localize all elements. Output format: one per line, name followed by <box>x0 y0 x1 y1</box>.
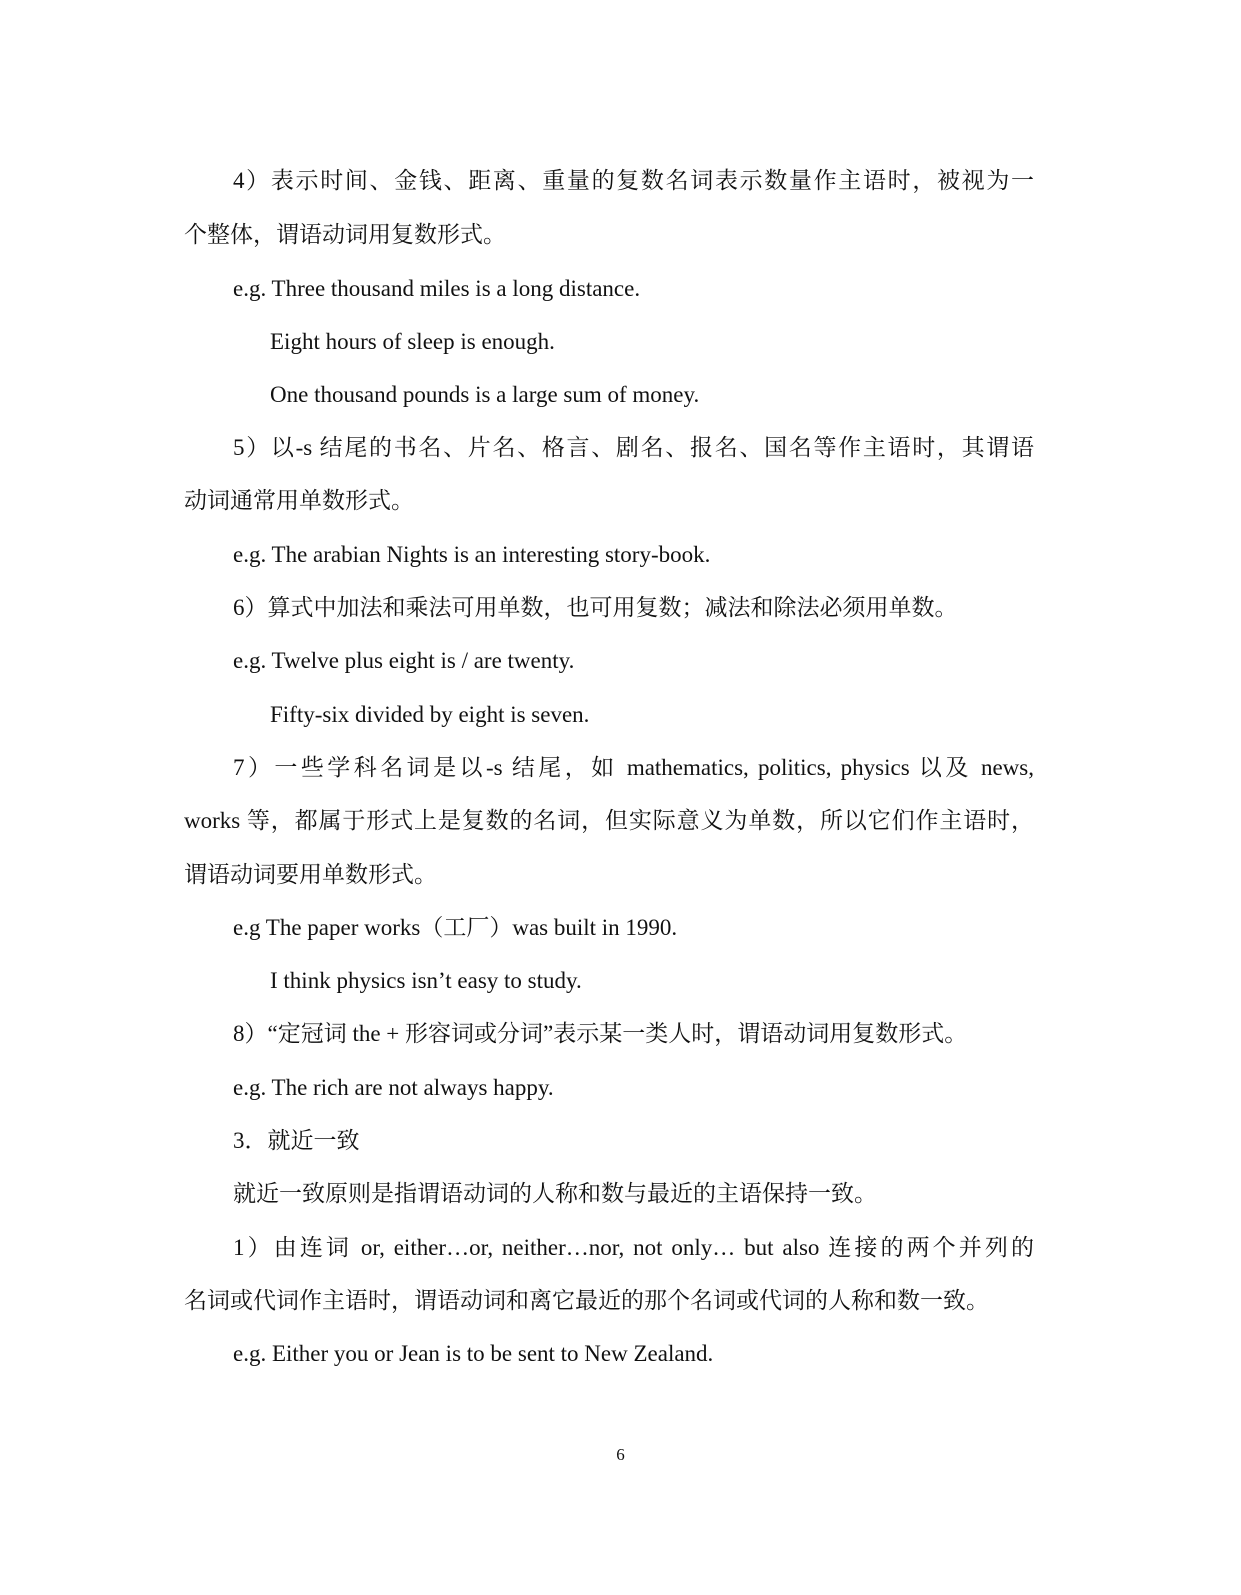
section-intro: 就近一致原则是指谓语动词的人称和数与最近的主语保持一致。 <box>233 1181 877 1206</box>
example-7-2: I think physics isn’t easy to study. <box>270 968 582 993</box>
rule-4-line-2: 个整体，谓语动词用复数形式。 <box>184 222 506 247</box>
rule-7-line-1: 7）一些学科名词是以-s 结尾，如 mathematics, politics, physics 以及 news, <box>233 755 1034 780</box>
rule-7-line-2: works 等，都属于形式上是复数的名词，但实际意义为单数，所以它们作主语时， <box>184 808 1034 833</box>
example-6-2: Fifty-six divided by eight is seven. <box>270 702 590 727</box>
rule-4-line-1: 4）表示时间、金钱、距离、重量的复数名词表示数量作主语时，被视为一 <box>233 168 1034 193</box>
rule-1-line-2: 名词或代词作主语时，谓语动词和离它最近的那个名词或代词的人称和数一致。 <box>184 1288 989 1313</box>
rule-5-line-2: 动词通常用单数形式。 <box>184 488 414 513</box>
page-number: 6 <box>616 1445 625 1464</box>
example-8-1: e.g. The rich are not always happy. <box>233 1075 554 1100</box>
rule-1-line-1: 1）由连词 or, either…or, neither…nor, not only… but also 连接的两个并列的 <box>233 1235 1034 1260</box>
example-6-1: e.g. Twelve plus eight is / are twenty. <box>233 648 575 673</box>
example-4-3: One thousand pounds is a large sum of money. <box>270 382 700 407</box>
rule-6-line-1: 6）算式中加法和乘法可用单数，也可用复数；减法和除法必须用单数。 <box>233 595 958 620</box>
rule-5-line-1: 5）以-s 结尾的书名、片名、格言、剧名、报名、国名等作主语时，其谓语 <box>233 435 1034 460</box>
example-4-2: Eight hours of sleep is enough. <box>270 329 555 354</box>
rule-7-line-3: 谓语动词要用单数形式。 <box>184 862 437 887</box>
example-1-1: e.g. Either you or Jean is to be sent to New Zealand. <box>233 1341 714 1366</box>
rule-8-line-1: 8）“定冠词 the + 形容词或分词”表示某一类人时，谓语动词用复数形式。 <box>233 1021 968 1046</box>
example-4-1: e.g. Three thousand miles is a long distance. <box>233 276 641 301</box>
example-7-1: e.g The paper works（工厂）was built in 1990. <box>233 915 678 940</box>
section-heading: 3．就近一致 <box>233 1128 360 1153</box>
example-5-1: e.g. The arabian Nights is an interesting story-book. <box>233 542 711 567</box>
